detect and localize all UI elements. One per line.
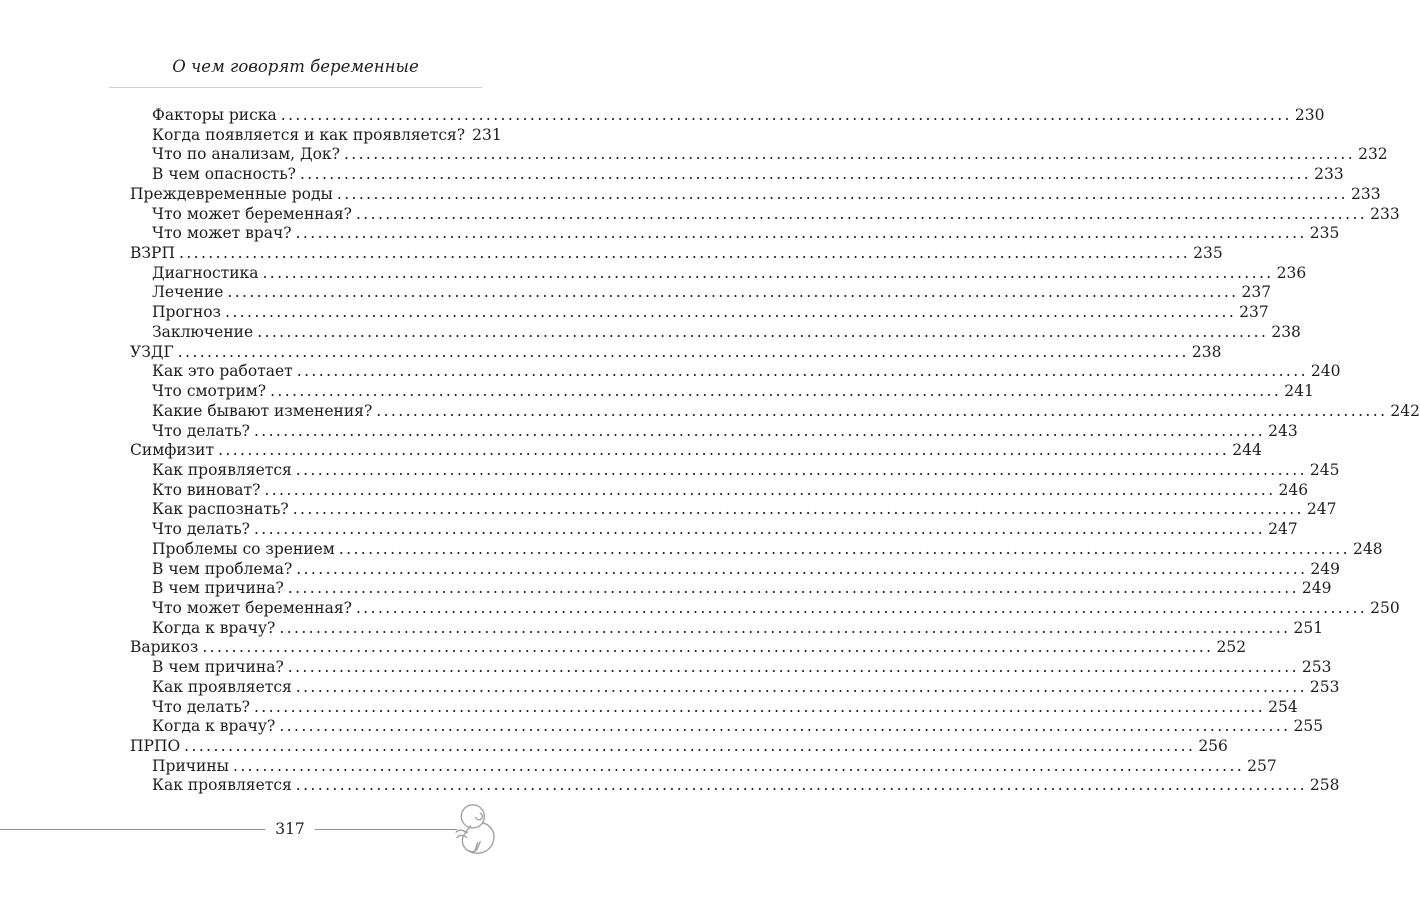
footer-line-right bbox=[315, 829, 457, 830]
toc-entry-page: 241 bbox=[1284, 382, 1314, 401]
toc-entry-label: Какие бывают изменения? bbox=[152, 401, 373, 420]
toc-entry bbox=[130, 520, 1298, 540]
toc-entry bbox=[130, 638, 1247, 658]
toc-entry-label: УЗДГ bbox=[130, 342, 174, 361]
toc-entry bbox=[130, 342, 1222, 363]
toc-entry-page: 251 bbox=[1293, 618, 1324, 637]
toc-entry-label: ПРПО bbox=[130, 737, 181, 755]
toc-entry bbox=[130, 125, 502, 146]
toc-entry-label: Когда к врачу? bbox=[152, 618, 276, 637]
dot-leader bbox=[376, 402, 1387, 422]
toc-entry-page: 249 bbox=[1301, 579, 1332, 598]
toc-entry-page: 247 bbox=[1306, 500, 1337, 519]
toc-entry-label: Лечение bbox=[152, 283, 224, 302]
toc-entry-label: Прогноз bbox=[152, 303, 222, 322]
toc-entry-label: Варикоз bbox=[130, 638, 199, 657]
toc-entry-label: Как проявляется bbox=[152, 776, 292, 795]
dot-leader bbox=[254, 698, 1265, 718]
running-header: О чем говорят беременные bbox=[172, 57, 419, 76]
dot-leader bbox=[296, 678, 1307, 698]
dot-leader bbox=[356, 599, 1367, 619]
dot-leader bbox=[337, 185, 1348, 205]
toc-entry bbox=[130, 579, 1332, 599]
dot-leader bbox=[296, 224, 1307, 244]
dot-leader bbox=[254, 520, 1265, 540]
dot-leader bbox=[264, 481, 1275, 501]
toc-entry-label: Проблемы со зрением bbox=[152, 539, 335, 558]
toc-entry bbox=[130, 145, 1388, 165]
dot-leader bbox=[356, 205, 1367, 225]
toc-entry-label: Что может беременная? bbox=[152, 204, 352, 223]
toc-entry-label: Преждевременные роды bbox=[130, 184, 333, 203]
toc-entry-label: Факторы риска bbox=[152, 106, 277, 124]
dot-leader bbox=[270, 382, 1281, 402]
toc-entry-page: 247 bbox=[1268, 520, 1298, 539]
toc-entry-label: Что делать? bbox=[152, 520, 250, 539]
toc-entry-page: 233 bbox=[1351, 184, 1381, 203]
dot-leader bbox=[296, 560, 1307, 580]
toc-entry bbox=[130, 441, 1262, 461]
toc-entry-label: Кто виноват? bbox=[152, 480, 261, 499]
toc-entry bbox=[130, 677, 1340, 698]
toc-entry-label: Заключение bbox=[152, 322, 254, 341]
dot-leader bbox=[233, 757, 1244, 777]
toc-entry bbox=[130, 480, 1309, 501]
toc-entry bbox=[130, 756, 1277, 777]
dot-leader bbox=[218, 441, 1229, 461]
toc-entry-page: 237 bbox=[1239, 303, 1269, 322]
toc-entry bbox=[130, 303, 1269, 323]
toc-entry-label: Как это работает bbox=[152, 362, 293, 381]
toc-entry-label: Что смотрим? bbox=[152, 382, 267, 401]
dot-leader bbox=[202, 638, 1213, 658]
toc-entry-page: 245 bbox=[1309, 460, 1340, 479]
dot-leader bbox=[344, 145, 1355, 165]
toc-entry bbox=[130, 165, 1344, 185]
toc-entry-label: Когда появляется и как проявляется? bbox=[152, 125, 466, 144]
toc-entry bbox=[130, 106, 1325, 126]
toc-entry-page: 255 bbox=[1293, 717, 1324, 736]
toc-entry bbox=[130, 737, 1228, 757]
toc-entry-page: 252 bbox=[1216, 638, 1247, 657]
toc-entry bbox=[130, 362, 1341, 382]
toc-entry bbox=[130, 421, 1298, 442]
toc-entry-page: 246 bbox=[1278, 480, 1309, 499]
dot-leader bbox=[262, 264, 1273, 284]
toc-entry-label: Что делать? bbox=[152, 697, 250, 716]
toc-entry bbox=[130, 244, 1223, 264]
toc-entry-page: 240 bbox=[1310, 362, 1341, 381]
dot-leader bbox=[296, 776, 1307, 796]
toc-entry-page: 237 bbox=[1241, 283, 1272, 302]
toc-entry-page: 249 bbox=[1310, 559, 1340, 578]
toc-entry bbox=[130, 776, 1340, 796]
page-number: 317 bbox=[275, 820, 305, 838]
toc-entry-page: 257 bbox=[1247, 756, 1277, 775]
dot-leader bbox=[339, 540, 1350, 560]
dot-leader bbox=[281, 106, 1292, 126]
toc-entry-page: 256 bbox=[1198, 737, 1228, 755]
toc-entry-label: В чем причина? bbox=[152, 579, 284, 598]
dot-leader bbox=[257, 323, 1268, 343]
toc-entry-label: В чем причина? bbox=[152, 658, 284, 677]
toc-entry bbox=[130, 224, 1340, 244]
toc-entry bbox=[130, 697, 1298, 718]
toc-entry-page: 242 bbox=[1390, 401, 1420, 420]
dot-leader bbox=[279, 717, 1290, 737]
dot-leader bbox=[184, 737, 1195, 757]
toc-entry-label: В чем проблема? bbox=[152, 559, 293, 578]
toc-entry-page: 253 bbox=[1309, 677, 1340, 696]
toc-entry bbox=[130, 539, 1383, 560]
header-rule bbox=[109, 87, 482, 88]
toc-entry-label: Симфизит bbox=[130, 441, 215, 460]
toc-entry bbox=[130, 559, 1340, 580]
toc-entry-label: Как проявляется bbox=[152, 677, 292, 696]
toc-entry bbox=[130, 263, 1307, 284]
toc-entry-label: Как распознать? bbox=[152, 500, 289, 519]
toc-entry-page: 248 bbox=[1352, 539, 1383, 558]
dot-leader bbox=[225, 303, 1236, 323]
toc-entry bbox=[130, 382, 1314, 402]
toc-entry-label: Диагностика bbox=[152, 263, 259, 282]
toc-entry-label: Как проявляется bbox=[152, 460, 292, 479]
dot-leader bbox=[300, 165, 1311, 185]
toc-entry-label: Когда к врачу? bbox=[152, 717, 276, 736]
toc-entry-page: 238 bbox=[1271, 322, 1301, 341]
dot-leader bbox=[279, 619, 1290, 639]
toc-entry bbox=[130, 618, 1324, 639]
table-of-contents bbox=[130, 106, 1420, 796]
dot-leader bbox=[288, 658, 1299, 678]
toc-entry bbox=[130, 717, 1324, 737]
toc-entry-label: В чем опасность? bbox=[152, 165, 296, 184]
dot-leader bbox=[296, 461, 1307, 481]
toc-entry-page: 253 bbox=[1301, 658, 1332, 677]
dot-leader bbox=[293, 500, 1304, 520]
toc-entry-page: 233 bbox=[1370, 204, 1400, 223]
toc-entry-page: 258 bbox=[1309, 776, 1340, 795]
toc-entry-page: 233 bbox=[1314, 165, 1344, 184]
toc-entry bbox=[130, 184, 1381, 205]
toc-entry-page: 230 bbox=[1294, 106, 1325, 124]
toc-entry-page: 236 bbox=[1276, 263, 1307, 282]
dot-leader bbox=[227, 283, 1238, 303]
toc-entry-label: Что по анализам, Док? bbox=[152, 145, 340, 164]
toc-entry-page: 238 bbox=[1191, 342, 1222, 361]
dot-leader bbox=[179, 244, 1190, 264]
dot-leader bbox=[178, 343, 1189, 363]
toc-entry-page: 231 bbox=[472, 125, 502, 144]
toc-entry bbox=[130, 401, 1420, 422]
toc-entry bbox=[130, 204, 1400, 225]
toc-entry-label: Что делать? bbox=[152, 421, 250, 440]
toc-entry bbox=[130, 658, 1332, 678]
toc-entry-page: 235 bbox=[1193, 244, 1223, 263]
toc-entry-page: 235 bbox=[1309, 224, 1340, 243]
toc-entry-page: 254 bbox=[1268, 697, 1298, 716]
toc-entry bbox=[130, 283, 1272, 303]
dot-leader bbox=[288, 579, 1299, 599]
toc-entry bbox=[130, 598, 1400, 619]
toc-entry bbox=[130, 322, 1301, 343]
toc-entry-page: 232 bbox=[1358, 145, 1388, 164]
toc-entry bbox=[130, 460, 1340, 481]
toc-entry-label: ВЗРП bbox=[130, 244, 175, 263]
toc-entry-label: Причины bbox=[152, 756, 230, 775]
footer-line-left bbox=[0, 829, 265, 830]
dot-leader bbox=[297, 362, 1308, 382]
toc-entry-page: 243 bbox=[1268, 421, 1298, 440]
toc-entry bbox=[130, 500, 1337, 520]
toc-entry-page: 244 bbox=[1232, 441, 1262, 460]
dot-leader bbox=[254, 422, 1265, 442]
toc-entry-label: Что может беременная? bbox=[152, 598, 352, 617]
toc-entry-label: Что может врач? bbox=[152, 224, 292, 243]
toc-entry-page: 250 bbox=[1370, 598, 1400, 617]
fetus-icon bbox=[455, 803, 497, 855]
